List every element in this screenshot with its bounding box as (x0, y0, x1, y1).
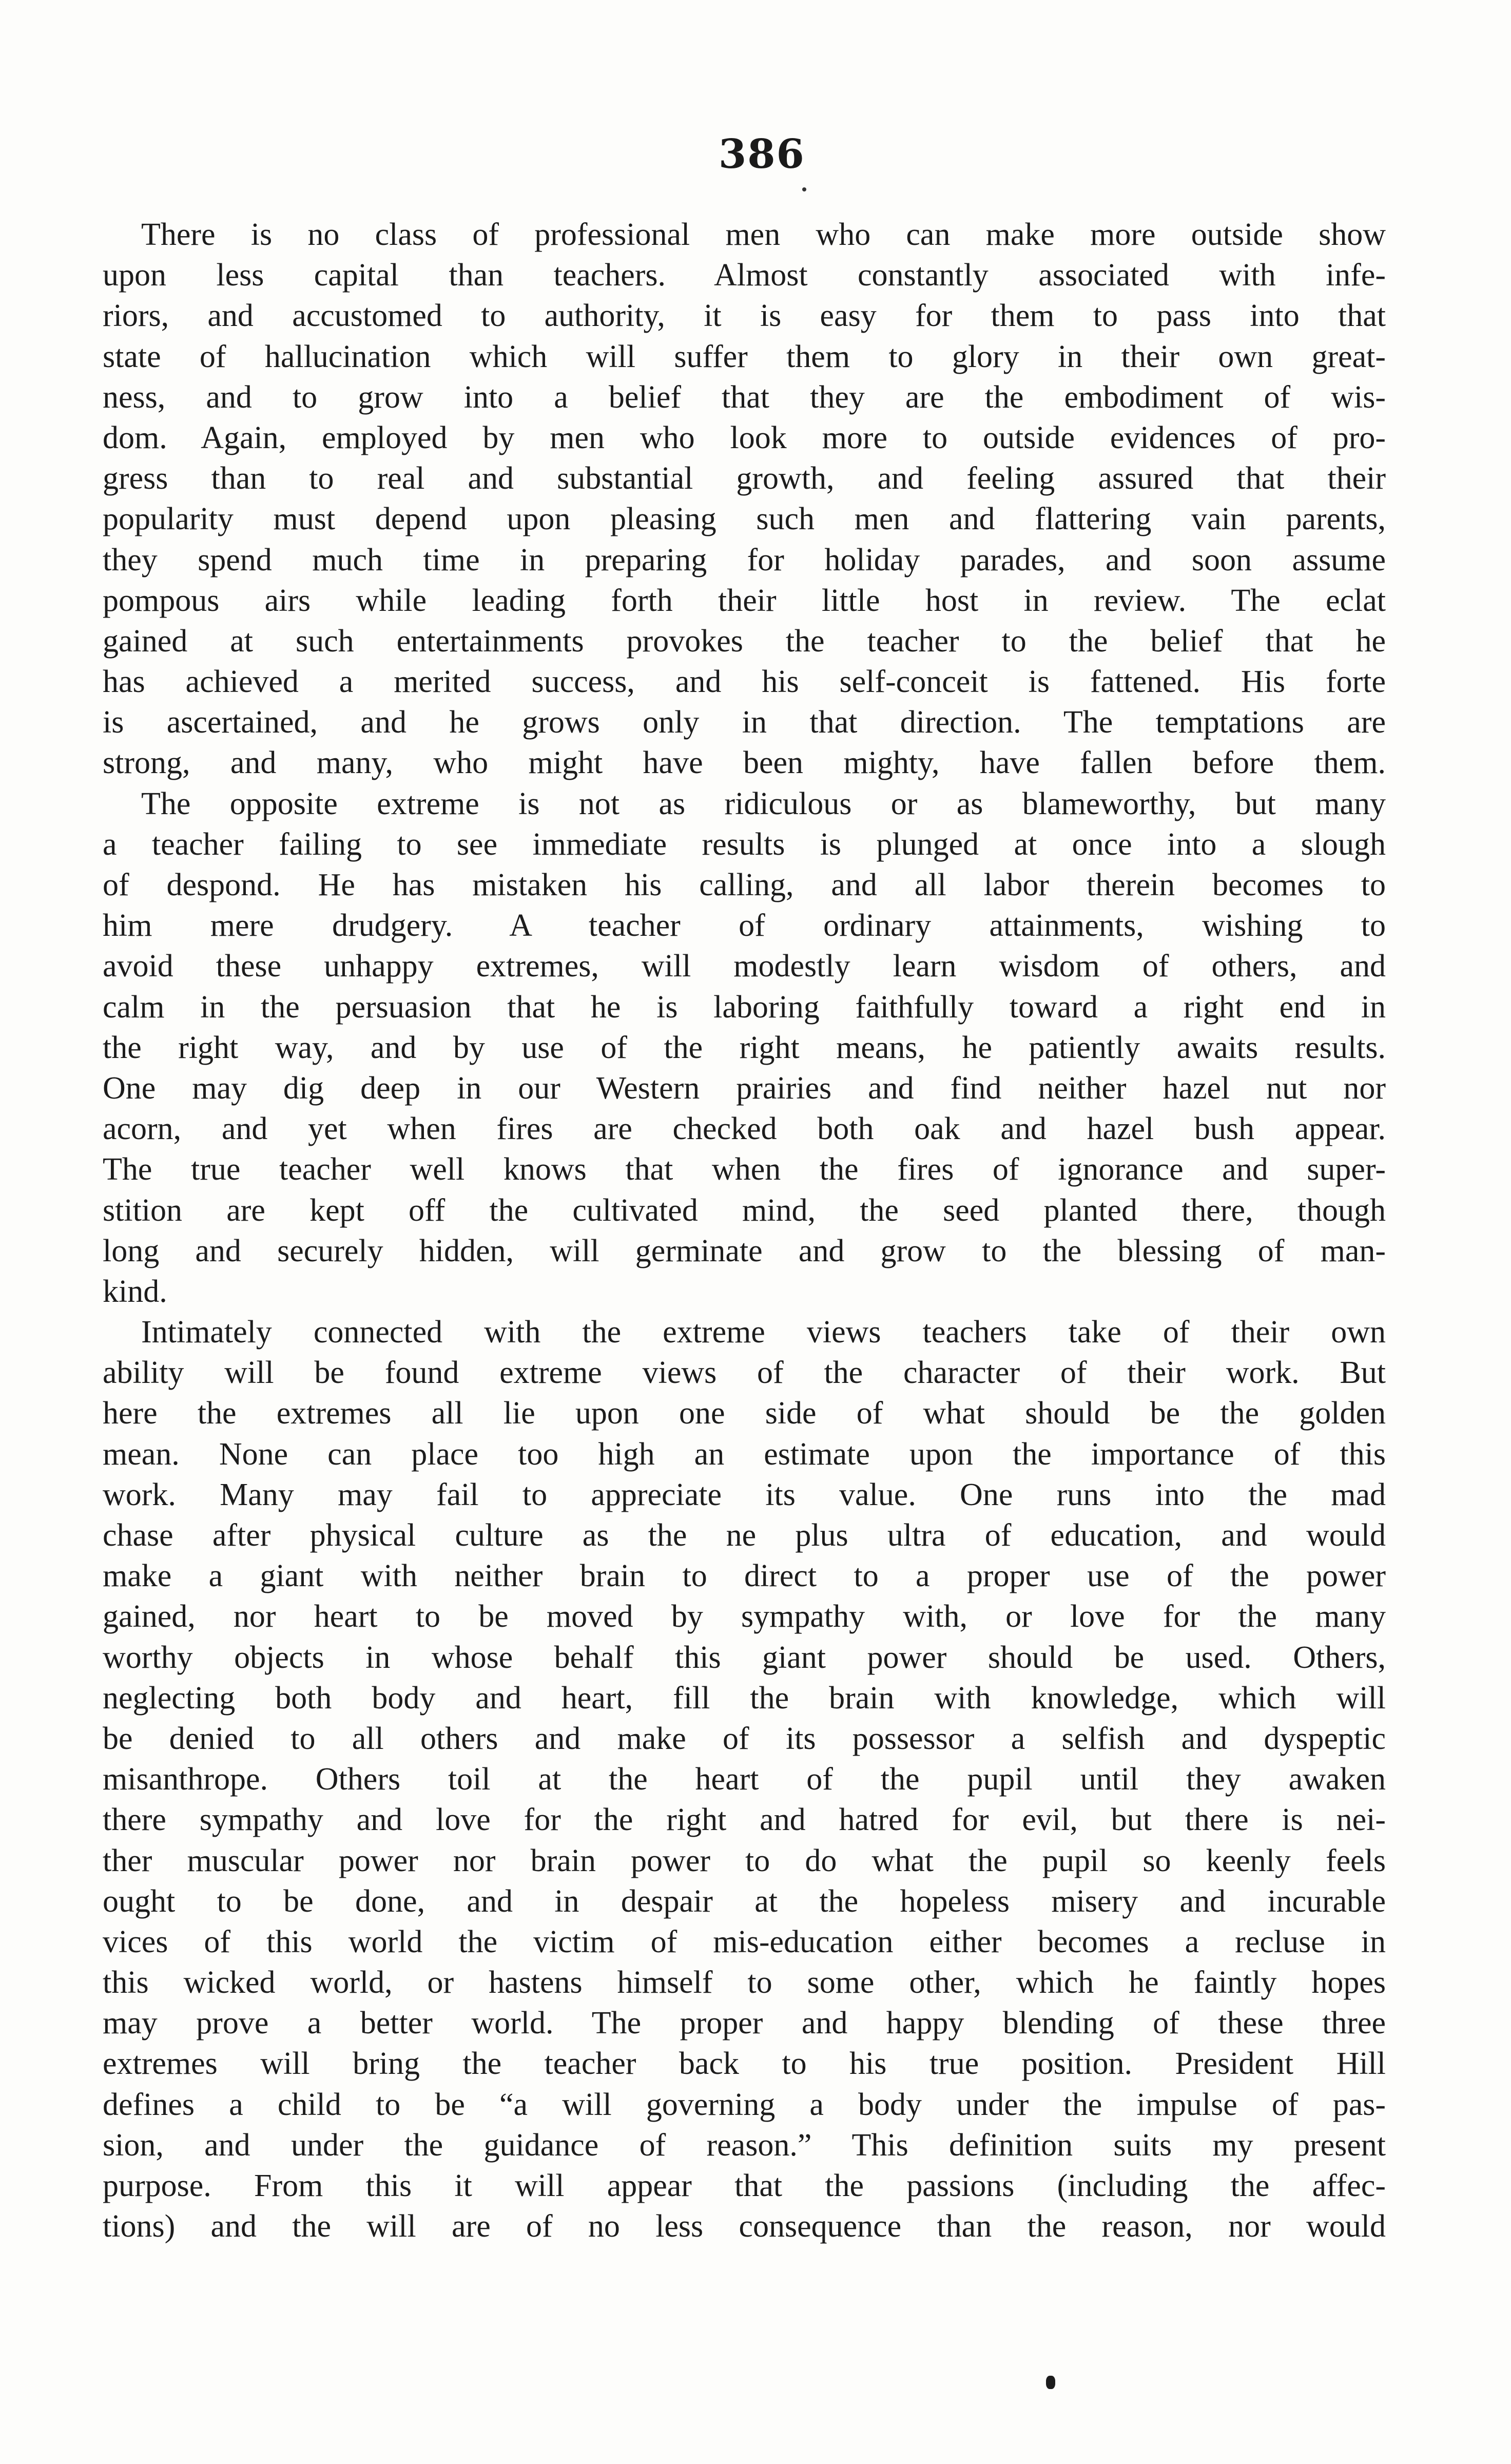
text-line: strong, and many, who might have been mighty, have fallen before them. (103, 745, 1386, 781)
text-line: Intimately connected with the extreme views teachers take of their own (141, 1315, 1386, 1350)
text-line: gained, nor heart to be moved by sympathy with, or love for the many (103, 1599, 1386, 1634)
text-line: state of hallucination which will suffer them to glory in their own great- (103, 339, 1386, 374)
text-line: be denied to all others and make of its possessor a selfish and dyspeptic (103, 1721, 1386, 1756)
text-line: upon less capital than teachers. Almost constantly associated with infe- (103, 258, 1386, 293)
text-line: popularity must depend upon pleasing such men and flattering vain parents, (103, 502, 1386, 537)
text-line: The true teacher well knows that when the fires of ignorance and super- (103, 1152, 1386, 1187)
text-line: pompous airs while leading forth their little host in review. The eclat (103, 583, 1386, 618)
ink-mark (1046, 2376, 1055, 2389)
text-line: purpose. From this it will appear that the passions (including the affec- (103, 2168, 1386, 2203)
text-line: mean. None can place too high an estimate upon the importance of this (103, 1436, 1386, 1472)
text-line: work. Many may fail to appreciate its value. One runs into the mad (103, 1477, 1386, 1512)
text-line: neglecting both body and heart, fill the brain with knowledge, which will (103, 1680, 1386, 1716)
text-line: chase after physical culture as the ne plus ultra of education, and would (103, 1518, 1386, 1553)
body-text (103, 215, 1386, 2247)
text-line: vices of this world the victim of mis-education either becomes a recluse in (103, 1924, 1386, 1959)
text-line: calm in the persuasion that he is laboring faithfully toward a right end in (103, 989, 1386, 1025)
text-line: there sympathy and love for the right and hatred for evil, but there is nei- (103, 1802, 1386, 1838)
text-line: stition are kept off the cultivated mind, the seed planted there, though (103, 1192, 1386, 1228)
text-line: ness, and to grow into a belief that they are the embodiment of wis- (103, 379, 1386, 415)
text-line: the right way, and by use of the right means, he patiently awaits results. (103, 1030, 1386, 1065)
print-speck (802, 187, 806, 191)
text-line: has achieved a merited success, and his self-conceit is fattened. His forte (103, 664, 1386, 700)
text-line: may prove a better world. The proper and happy blending of these three (103, 2006, 1386, 2041)
text-line: a teacher failing to see immediate results is plunged at once into a slough (103, 826, 1386, 862)
paragraph-1 (103, 215, 1386, 784)
page-number: 386 (719, 131, 805, 178)
text-line: they spend much time in preparing for holiday parades, and soon assume (103, 542, 1386, 578)
text-line: gained at such entertainments provokes the teacher to the belief that he (103, 623, 1386, 659)
text-line: sion, and under the guidance of reason.” This definition suits my present (103, 2127, 1386, 2163)
text-line: ther muscular power nor brain power to do what the pupil so keenly feels (103, 1843, 1386, 1878)
text-line: avoid these unhappy extremes, will modestly learn wisdom of others, and (103, 949, 1386, 984)
text-line: ought to be done, and in despair at the hopeless misery and incurable (103, 1883, 1386, 1919)
text-line: ability will be found extreme views of the character of their work. But (103, 1355, 1386, 1391)
text-line: dom. Again, employed by men who look more to outside evidences of pro- (103, 420, 1386, 455)
text-line: riors, and accustomed to authority, it is easy for them to pass into that (103, 298, 1386, 334)
text-line: make a giant with neither brain to direct to a proper use of the power (103, 1558, 1386, 1594)
text-line: gress than to real and substantial growth, and feeling assured that their (103, 461, 1386, 496)
text-line: him mere drudgery. A teacher of ordinary attainments, wishing to (103, 908, 1386, 944)
text-line: extremes will bring the teacher back to his true position. President Hill (103, 2046, 1386, 2082)
text-line: The opposite extreme is not as ridiculous or as blameworthy, but many (141, 786, 1386, 821)
text-line: acorn, and yet when fires are checked both oak and hazel bush appear. (103, 1111, 1386, 1147)
text-line: worthy objects in whose behalf this giant power should be used. Others, (103, 1640, 1386, 1675)
text-line: kind. (103, 1274, 167, 1309)
paragraph-2 (103, 784, 1386, 1312)
text-line: misanthrope. Others toil at the heart of the pupil until they awaken (103, 1762, 1386, 1797)
text-line: of despond. He has mistaken his calling, and all labor therein becomes to (103, 868, 1386, 902)
text-line: One may dig deep in our Western prairies and find neither hazel nut nor (103, 1070, 1386, 1106)
paragraph-3 (103, 1312, 1386, 2247)
text-line: this wicked world, or hastens himself to some other, which he faintly hopes (103, 1965, 1386, 2000)
text-line: defines a child to be “a will governing a body under the impulse of pas- (103, 2087, 1386, 2122)
text-line: is ascertained, and he grows only in that direction. The temptations are (103, 705, 1386, 740)
text-line: There is no class of professional men who can make more outside show (141, 217, 1386, 252)
text-line: here the extremes all lie upon one side of what should be the golden (103, 1396, 1386, 1431)
text-line: long and securely hidden, will germinate and grow to the blessing of man- (103, 1233, 1386, 1268)
text-line: tions) and the will are of no less consequence than the reason, nor would (103, 2209, 1386, 2244)
